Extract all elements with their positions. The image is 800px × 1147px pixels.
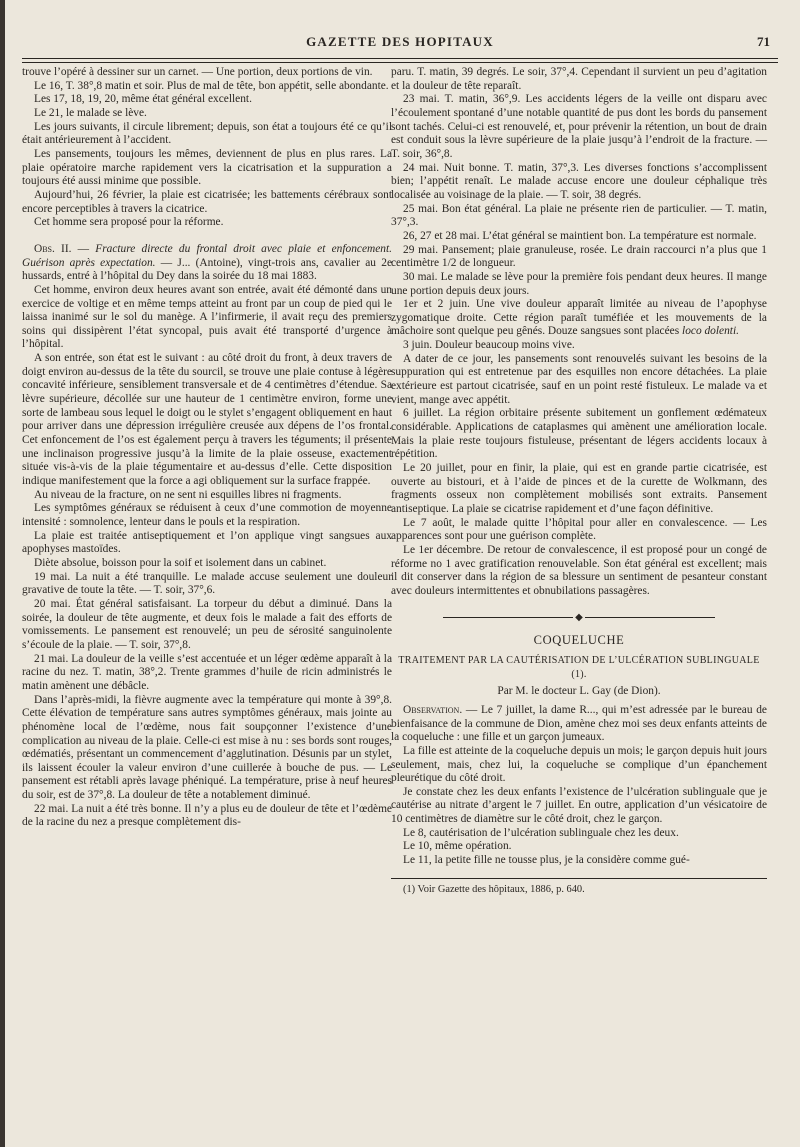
paragraph: 6 juillet. La région orbitaire présente subitement un gonflement œdémateux considérable. Applications de cataplasmes qui amènent une amélioration locale. Mais la plaie reste toujours fistuleuse, présentant de légers accidents locaux à répétition. bbox=[391, 407, 767, 461]
paragraph: trouve l’opéré à dessiner sur un carnet. — Une portion, deux portions de vin. bbox=[22, 66, 373, 78]
paragraph: Diète absolue, boisson pour la soif et isolement dans un cabinet. bbox=[34, 556, 327, 569]
paragraph: 19 mai. La nuit a été tranquille. Le malade accuse seulement une douleur gravative de toute la tête. — T. soir, 37°,6. bbox=[22, 570, 392, 597]
paragraph: Le 7 août, le malade quitte l’hôpital pour aller en convalescence. — Les apparences sont pour une guérison complète. bbox=[391, 516, 767, 543]
paragraph: Les symptômes généraux se réduisent à ceux d’une commotion de moyenne intensité : somnolence, lenteur dans le pouls et la respiration. bbox=[22, 502, 392, 528]
observation-intro: — J... (Antoine), vingt-trois ans, cavalier au 2e hussards, entré à l’hôpital du Dey dans la soirée du 18 mai 1883. bbox=[22, 256, 392, 283]
observation-heading: Obs. II. — Fracture directe du frontal droit avec plaie et enfoncement. Guérison après expectation. — J... (Antoine), vingt-trois ans, cavalier au 2e hussards, entré à l’hôpital du Dey dans la soirée du 18 mai 1883. bbox=[22, 242, 392, 283]
header-rule bbox=[22, 58, 778, 63]
paragraph: Cet homme sera proposé pour la réforme. bbox=[34, 216, 224, 229]
divider-line bbox=[443, 617, 573, 618]
paragraph: A son entrée, son état est le suivant : au côté droit du front, à deux travers de doigt environ au-dessus de la tête du sourcil, se trouve une plaie contuse à légère concavité inférieure, sensiblement transversale et de 4 centimètres d’étendue. Sa lèvre supérieure, décollée sur une hauteur de 1 centimètre environ, forme une sorte de lambeau sous lequel le doigt ou le stylet s’engagent obliquement en haut pour arriver dans une dépression irrégulière creusée aux dépens de l’os frontal. Cet enfoncement de l’os est également perçu à travers les téguments; il présente une inclinaison progressive jusqu’à la limite de la plaie osseuse, exactement située vis-à-vis de la plaie tégumentaire et au-dessus d’elle. Cette disposition indique manifestement que la force a agi obliquement sur la surface frappée. bbox=[22, 352, 392, 488]
section-divider bbox=[391, 611, 767, 625]
paragraph: 30 mai. Le malade se lève pour la première fois pendant deux heures. Il mange une portion depuis deux jours. bbox=[391, 270, 767, 297]
paragraph: 22 mai. La nuit a été très bonne. Il n’y a plus eu de douleur de tête et l’œdème de la racine du nez a presque complètement dis- bbox=[22, 802, 392, 829]
paragraph: Les jours suivants, il circule librement; depuis, son état a toujours été ce qu’il était antérieurement à l’accident. bbox=[22, 120, 392, 147]
observation-paragraph bbox=[391, 704, 767, 745]
paragraph: paru. T. matin, 39 degrés. Le soir, 37°,4. Cependant il survient un peu d’agitation et la douleur de tête reparaît. bbox=[391, 66, 767, 92]
paragraph: Dans l’après-midi, la fièvre augmente avec la température qui monte à 39°,8. Cette élévation de température sans autres symptômes généraux, mais jointe au phénomène local de l’œdème, nous fait soupçonner l’existence d’une complication au niveau de la plaie. Celle-ci est mise à nu : ses bords sont rouges, œdématiés, présentant un commencement d’agglutination. Désunis par un stylet, ils laissent écouler la valeur environ d’une cuillerée à bouche de pus. — Le pansement est rétabli après lavage phéniqué. La température, prise à neuf heures du soir, est de 37°,8. La douleur de tête a notablement diminué. bbox=[22, 693, 392, 802]
paragraph: Le 16, T. 38°,8 matin et soir. Plus de mal de tête, bon appétit, selle abondante. bbox=[34, 79, 389, 92]
paragraph-text: 1er et 2 juin. Une vive douleur apparaît limitée au niveau de l’apophyse zygomatique droite. Cette région paraît tuméfiée et les mouvements de la mâchoire sont quelque peu gênés. Douze sangsues sont placées bbox=[391, 298, 767, 338]
divider-ornament: ◆ bbox=[575, 611, 583, 623]
observation-title: Fracture directe du frontal droit avec plaie et enfoncement. Guérison après expectation. bbox=[22, 242, 392, 269]
paragraph: Les 17, 18, 19, 20, même état général excellent. bbox=[34, 93, 252, 106]
paragraph: Je constate chez les deux enfants l’existence de l’ulcération sublinguale que je cautérise au nitrate d’argent le 7 juillet. En outre, application d’un vésicatoire de 10 centimètres de diamètre sur le côté droit, chez le garçon. bbox=[391, 785, 767, 826]
right-column bbox=[391, 66, 767, 896]
paragraph: 3 juin. Douleur beaucoup moins vive. bbox=[403, 339, 575, 352]
paragraph: 21 mai. La douleur de la veille s’est accentuée et un léger œdème apparaît à la racine du nez. T. matin, 38°,2. Trente grammes d’huile de ricin administrés le matin amènent une débâcle. bbox=[22, 652, 392, 692]
observation-label: Obs. II. bbox=[34, 242, 72, 255]
paragraph bbox=[391, 298, 767, 339]
paragraph: A dater de ce jour, les pansements sont renouvelés suivant les besoins de la suppuration qui est entretenue par des esquilles non encore détachées. La plaie extérieure est partout cicatrisée, sauf en un point resté fistuleux. Le malade va et vient, mange avec appétit. bbox=[391, 352, 767, 406]
running-title: GAZETTE DES HOPITAUX bbox=[306, 34, 494, 49]
paragraph: 25 mai. Bon état général. La plaie ne présente rien de particulier. — T. matin, 37°,3. bbox=[391, 202, 767, 229]
paragraph: Le 21, le malade se lève. bbox=[34, 106, 147, 119]
paragraph: 24 mai. Nuit bonne. T. matin, 37°,3. Les diverses fonctions s’accomplissent bien; l’appétit renaît. Le malade accuse encore une douleur céphalique très localisée au voisinage de la plaie. — T. soir, 38 degrés. bbox=[391, 161, 767, 201]
latin-phrase: loco dolenti. bbox=[682, 325, 739, 338]
observation-label: Observation. bbox=[403, 703, 463, 716]
paragraph: 23 mai. T. matin, 36°,9. Les accidents légers de la veille ont disparu avec l’écoulement spontané d’une notable quantité de pus dont les bords du pansement sont tachés. Celui-ci est renouvelé, et, pour prévenir la rétention, un bout de drain est conduit sous la lèvre supérieure de la plaie jusqu’à l’endroit de la fracture. — T. soir, 36°,8. bbox=[391, 93, 767, 160]
section-title: COQUELUCHE bbox=[533, 633, 625, 648]
paragraph: Le 10, même opération. bbox=[403, 840, 512, 853]
page-number: 71 bbox=[757, 34, 770, 49]
paragraph: Le 8, cautérisation de l’ulcération sublinguale chez les deux. bbox=[403, 826, 679, 839]
left-column bbox=[22, 66, 392, 830]
paragraph: Le 1er décembre. De retour de convalescence, il est proposé pour un congé de réforme no 1 avec gratification renouvelable. Son état général est excellent; mais il dit conserver dans la région de sa blessure un sentiment de pesanteur constant avec douleurs intermittentes et obnubilations passagères. bbox=[391, 543, 767, 597]
footnote-rule bbox=[391, 878, 767, 879]
section-subtitle: TRAITEMENT PAR LA CAUTÉRISATION DE L’ULCÉRATION SUBLINGUALE (1). bbox=[398, 654, 760, 680]
paragraph: Le 20 juillet, pour en finir, la plaie, qui est en grande partie cicatrisée, est ouverte au bistouri, et à l’aide de pinces et de la curette de Wolkmann, des fragments osseux non complètement mobilisés sont extraits. Pansement antiseptique. La plaie se cicatrise rapidement et d’une façon définitive. bbox=[391, 462, 767, 515]
paragraph: 29 mai. Pansement; plaie granuleuse, rosée. Le drain raccourci n’a plus que 1 centimètre 1/2 de longueur. bbox=[391, 243, 767, 270]
footnote: (1) Voir Gazette des hôpitaux, 1886, p. 640. bbox=[403, 883, 585, 895]
paragraph: Aujourd’hui, 26 février, la plaie est cicatrisée; les battements cérébraux sont encore perceptibles à travers la cicatrice. bbox=[22, 188, 392, 215]
paragraph: Les pansements, toujours les mêmes, deviennent de plus en plus rares. La plaie opératoire marche rapidement vers la cicatrisation et la suppuration a toujours été aussi minime que possible. bbox=[22, 147, 392, 188]
paragraph: La fille est atteinte de la coqueluche depuis un mois; le garçon depuis huit jours seulement, mais, chez lui, la coqueluche se complique d’un épanchement pleurétique du côté droit. bbox=[391, 744, 767, 785]
paragraph: 26, 27 et 28 mai. L’état général se maintient bon. La température est normale. bbox=[403, 229, 757, 242]
paragraph: Au niveau de la fracture, on ne sent ni esquilles libres ni fragments. bbox=[34, 488, 342, 501]
page-edge-shadow bbox=[0, 0, 5, 1147]
observation-text: — Le 7 juillet, la dame R..., qui m’est adressée par le bureau de bienfaisance de la commune de Dion, amène chez moi ses deux enfants atteints de la coqueluche : une fille et un garçon jumeaux. bbox=[391, 703, 767, 744]
paragraph: La plaie est traitée antiseptiquement et l’on applique vingt sangsues aux apophyses mastoïdes. bbox=[22, 529, 392, 556]
author-byline: Par M. le docteur L. Gay (de Dion). bbox=[497, 685, 661, 698]
divider-line bbox=[585, 617, 715, 618]
paragraph: Le 11, la petite fille ne tousse plus, je la considère comme gué- bbox=[403, 854, 690, 867]
paragraph: Cet homme, environ deux heures avant son entrée, avait été démonté dans un exercice de voltige et en même temps atteint au front par un coup de pied qui le laissa inanimé sur le sol du manège. A l’infirmerie, il avait reçu des premiers soins qui dissipèrent l’état syncopal, puis avait été transporté d’urgence à l’hôpital. bbox=[22, 283, 392, 351]
page-header bbox=[22, 34, 778, 56]
paragraph: 20 mai. État général satisfaisant. La torpeur du début a diminué. Dans la soirée, la douleur de tête augmente, et deux fois le malade a fait des efforts de vomissements. Le pansement est renouvelé; un peu de sérosité sanguinolente s’écoule de la plaie. — T. soir, 37°,8. bbox=[22, 597, 392, 651]
